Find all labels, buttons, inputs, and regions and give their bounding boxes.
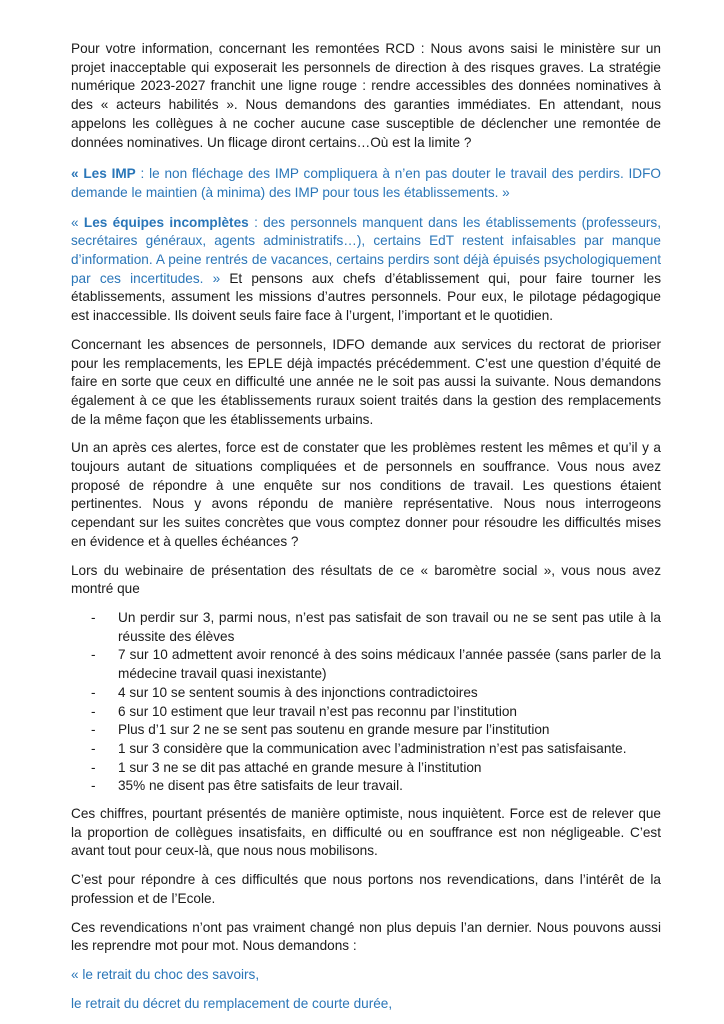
- list-item: - 4 sur 10 se sentent soumis à des injonctions contradictoires: [71, 684, 661, 703]
- paragraph-inchange: Ces revendications n’ont pas vraiment changé non plus depuis l’an dernier. Nous pouvons aussi les reprendre mot pour mot. Nous demandons :: [71, 919, 661, 954]
- equipes-heading: Les équipes incomplètes: [83, 214, 249, 230]
- list-item: - 1 sur 3 ne se dit pas attaché en grande mesure à l’institution: [71, 759, 661, 778]
- list-dash: -: [91, 778, 96, 794]
- paragraph-chiffres: Ces chiffres, pourtant présentés de manière optimiste, nous inquiètent. Force est de relever que la proportion de collègues insatisfaits, en difficulté ou en souffrance est non négligeable. C’est avant tout pour ceux-là, que nous nous mobilisons.: [71, 806, 661, 859]
- list-item: - 1 sur 3 considère que la communication avec l’administration n’est pas satisfaisante.: [71, 740, 661, 759]
- paragraph-imp: [71, 165, 661, 202]
- list-dash: -: [91, 740, 96, 756]
- list-dash: -: [91, 759, 96, 775]
- paragraph-revendications: C’est pour répondre à ces difficultés que nous portons nos revendications, dans l’intérêt de la profession et de l’Ecole.: [71, 872, 661, 906]
- list-dash: -: [91, 684, 96, 700]
- paragraph-alertes: Un an après ces alertes, force est de constater que les problèmes restent les mêmes et qu’il y a toujours autant de situations compliquées et de personnels en souffrance. Vous nous avez proposé de répondre à une enquête sur nos conditions de travail. Les questions étaient pertinentes. Nous y avons répondu de manière représentative. Nous nous interrogeons cependant sur les suites concrètes que vous comptez donner pour résoudre les difficultés mises en évidence et à quelles échéances ?: [71, 440, 661, 549]
- list-item: - 7 sur 10 admettent avoir renoncé à des soins médicaux l’année passée (sans parler de la médecine travail quasi inexistante): [91, 647, 661, 682]
- paragraph-absences: Concernant les absences de personnels, IDFO demande aux services du rectorat de prioriser pour les remplacements, les EPLE déjà impactés précédemment. C’est une question d’équité de faire en sorte que ceux en difficulté une année ne le soit pas aussi la suivante. Nous demandons également à ce que les établissements ruraux soient traités dans la gestion des remplacements de la même façon que les établissements urbains.: [71, 336, 661, 427]
- list-dash: -: [91, 609, 96, 625]
- demande-choc-savoirs: « le retrait du choc des savoirs,: [71, 966, 260, 982]
- paragraph-webinaire: Lors du webinaire de présentation des résultats de ce « baromètre social », vous nous avez montré que: [71, 562, 661, 597]
- list-dash: -: [91, 703, 96, 719]
- list-dash: -: [91, 722, 96, 738]
- list-item: - Plus d’1 sur 2 ne se sent pas soutenu en grande mesure par l’institution: [71, 721, 661, 740]
- list-item: - 6 sur 10 estiment que leur travail n’est pas reconnu par l’institution: [71, 703, 661, 722]
- paragraph-rcd: Pour votre information, concernant les remontées RCD : Nous avons saisi le ministère sur un projet inacceptable qui exposerait les personnels de direction à des risques graves. La stratégie numérique 2023-2027 franchit une ligne rouge : rendre accessibles des données nominatives à des « acteurs habilités ». Nous demandons des garanties immédiates. En attendant, nous appelons les collègues à ne cocher aucune case susceptible de déclencher une remontée de données nominatives. Un flicage diront certains…Où est la limite ?: [71, 41, 661, 150]
- demande-decret-remplacement: le retrait du décret du remplacement de courte durée,: [71, 995, 393, 1011]
- imp-heading: « Les IMP: [71, 166, 136, 182]
- list-item: - 35% ne disent pas être satisfaits de leur travail.: [71, 777, 661, 796]
- paragraph-equipes: [71, 214, 661, 326]
- equipes-quote: : des personnels manquent dans les établissements (professeurs, secrétaires généraux, agents administratifs…), certains EdT restent infaisables par manque d’information. A peine rentrés de vacances, certains perdirs sont déjà épuisés psychologiquement par ces incertitudes. »: [71, 214, 661, 286]
- imp-text: : le non fléchage des IMP compliquera à n’en pas douter le travail des perdirs. IDFO demande le maintien (à minima) des IMP pour tous les établissements. »: [71, 166, 661, 200]
- stats-list: [71, 609, 661, 796]
- list-dash: -: [91, 647, 96, 663]
- equipes-open-quote: «: [71, 214, 84, 230]
- equipes-text: Et pensons aux chefs d’établissement qui, pour faire tourner les établissements, assument les missions d’autres personnels. Pour eux, le pilotage pédagogique est inaccessible. Ils doivent seuls faire face à l’urgent, l’important et le quotidien.: [71, 270, 661, 324]
- list-item: - Un perdir sur 3, parmi nous, n’est pas satisfait de son travail ou ne se sent pas utile à la réussite des élèves: [91, 609, 661, 644]
